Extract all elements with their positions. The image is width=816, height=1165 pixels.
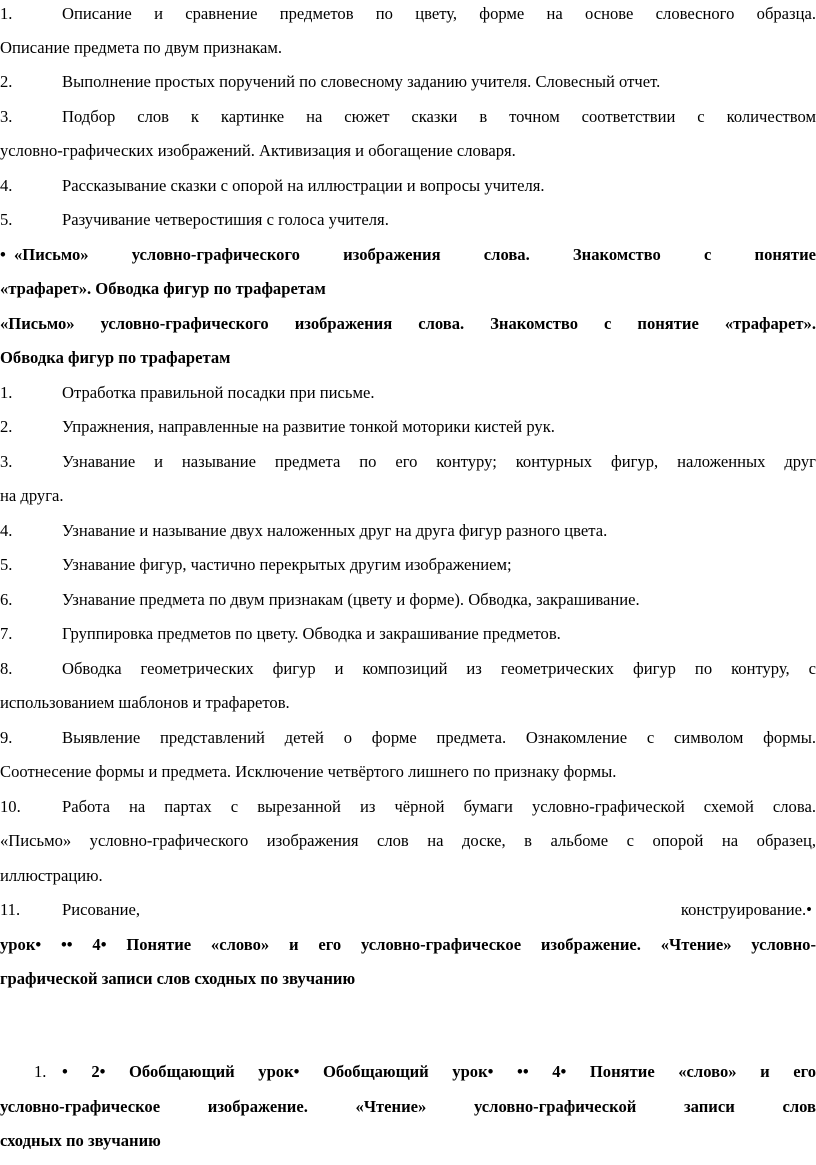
item-text-continued: «Письмо» условно-графического изображения слов на доске, в альбоме с опорой на образец, — [0, 831, 816, 850]
item-number: 10. — [0, 797, 21, 816]
bullet-icon: • — [0, 245, 6, 264]
heading-text-continued: «трафарет». Обводка фигур по трафаретам — [0, 279, 326, 298]
item-number: 1. — [0, 4, 13, 23]
item-text: Узнавание фигур, частично перекрытых другим изображением; — [62, 555, 512, 574]
item-number: 9. — [0, 728, 13, 747]
lesson-topic-text: урок• •• 4• Понятие «слово» и его условно-графическое изображение. «Чтение» условно- — [0, 935, 816, 954]
final-item-text: • 2• Обобщающий урок• Обобщающий урок• •• 4• Понятие «слово» и его — [62, 1062, 816, 1081]
item-text: Отработка правильной посадки при письме. — [62, 383, 375, 402]
heading-text: «Письмо» условно-графического изображения слова. Знакомство с понятие «трафарет». — [0, 314, 816, 333]
item-text-continued: условно-графических изображений. Активизация и обогащение словаря. — [0, 141, 516, 160]
heading-text-continued: Обводка фигур по трафаретам — [0, 348, 231, 367]
item-text: Упражнения, направленные на развитие тонкой моторики кистей рук. — [62, 417, 555, 436]
item-text: Выполнение простых поручений по словесному заданию учителя. Словесный отчет. — [62, 72, 661, 91]
item-number: 6. — [0, 590, 13, 609]
item-number: 7. — [0, 624, 13, 643]
item-number: 3. — [0, 452, 13, 471]
item-number: 5. — [0, 555, 13, 574]
item-text-continued: на друга. — [0, 486, 64, 505]
item-text: Рисование, — [62, 900, 141, 919]
item-text: Узнавание и называние двух наложенных друг на друга фигур разного цвета. — [62, 521, 608, 540]
final-item-text-continued: сходных по звучанию — [0, 1131, 161, 1150]
item-number: 8. — [0, 659, 13, 678]
item-number: 4. — [0, 176, 13, 195]
item-text-continued: использованием шаблонов и трафаретов. — [0, 693, 290, 712]
item-text: Описание и сравнение предметов по цвету, форме на основе словесного образца. — [62, 4, 816, 23]
item-text: Узнавание и называние предмета по его контуру; контурных фигур, наложенных друг — [62, 452, 816, 471]
item-text-continued: Соотнесение формы и предмета. Исключение четвёртого лишнего по признаку формы. — [0, 762, 617, 781]
item-number: 1. — [0, 383, 13, 402]
item-text: Подбор слов к картинке на сюжет сказки в точном соответствии с количеством — [62, 107, 816, 126]
item-text: Группировка предметов по цвету. Обводка и закрашивание предметов. — [62, 624, 561, 643]
item-text-right: конструирование.• — [680, 900, 812, 919]
item-number: 5. — [0, 210, 13, 229]
item-text: Узнавание предмета по двум признакам (цвету и форме). Обводка, закрашивание. — [62, 590, 640, 609]
item-text: Обводка геометрических фигур и композиций из геометрических фигур по контуру, с — [62, 659, 816, 678]
item-number: 2. — [0, 72, 13, 91]
item-number: 2. — [0, 417, 13, 436]
item-text: Выявление представлений детей о форме предмета. Ознакомление с символом формы. — [62, 728, 816, 747]
lesson-topic-text-continued: графической записи слов сходных по звучанию — [0, 969, 356, 988]
item-text: Рассказывание сказки с опорой на иллюстрации и вопросы учителя. — [62, 176, 545, 195]
item-number: 1. — [34, 1062, 47, 1081]
item-text-continued: Описание предмета по двум признакам. — [0, 38, 282, 57]
item-text-continued: иллюстрацию. — [0, 866, 103, 885]
item-number: 11. — [0, 900, 21, 919]
heading-text: «Письмо» условно-графического изображения слова. Знакомство с понятие — [14, 245, 816, 264]
final-item-text-continued: условно-графическое изображение. «Чтение» условно-графической записи слов — [0, 1097, 816, 1116]
item-text: Разучивание четверостишия с голоса учителя. — [62, 210, 389, 229]
item-text: Работа на партах с вырезанной из чёрной бумаги условно-графической схемой слова. — [62, 797, 816, 816]
item-number: 3. — [0, 107, 13, 126]
item-number: 4. — [0, 521, 13, 540]
